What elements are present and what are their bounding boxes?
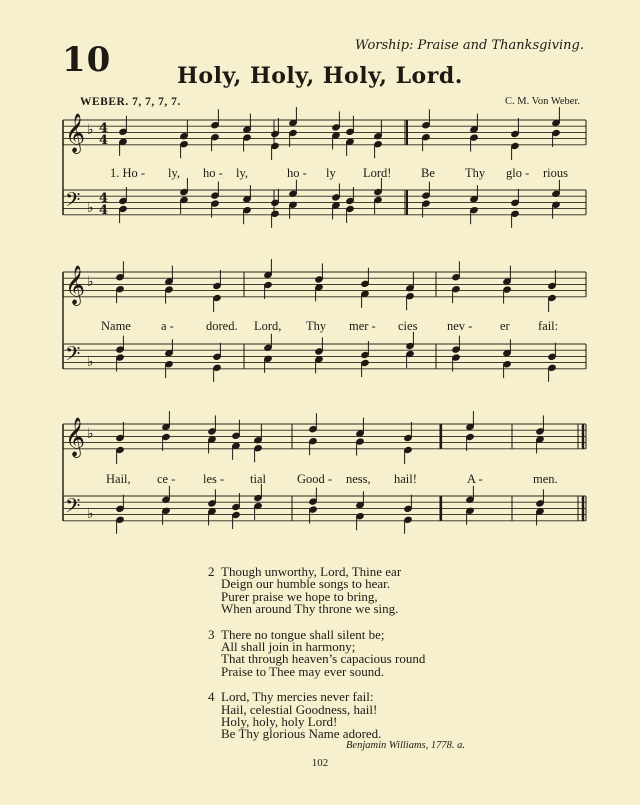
page-number: 102: [311, 757, 329, 769]
lyric: ly,: [236, 166, 249, 180]
lyric: les -: [203, 472, 225, 486]
lyric: 1. Ho -: [110, 166, 146, 180]
lyric: ho -: [287, 166, 307, 180]
stanza-line: Praise to Thee may ever sound.: [221, 663, 384, 679]
stanza-line: When around Thy throne we sing.: [221, 601, 399, 617]
notes: [116, 107, 561, 534]
stanza-line: Hail, celestial Goodness, hail!: [221, 701, 378, 717]
lyric: A -: [467, 472, 483, 486]
treble-clef-icon: 𝄞: [65, 113, 86, 153]
lyric: ly: [326, 166, 336, 180]
lyric: men.: [533, 472, 558, 486]
text-attribution: Benjamin Williams, 1778. a.: [346, 740, 465, 751]
category-heading: Worship: Praise and Thanksgiving.: [354, 38, 584, 53]
flat-icon: ♭: [87, 354, 94, 370]
flat-icon: ♭: [87, 426, 94, 442]
lyric: Thy: [465, 166, 486, 180]
flat-icon: ♭: [87, 122, 94, 138]
lyric: tial: [250, 472, 266, 486]
hymn-number: 10: [62, 40, 112, 80]
lyric: a -: [161, 319, 174, 333]
stanza-number: 3: [208, 626, 215, 642]
lyric: Lord!: [363, 166, 392, 180]
treble-clef-icon: 𝄞: [65, 417, 86, 457]
lyric: hail!: [394, 472, 417, 486]
flat-icon: ♭: [87, 506, 94, 522]
stanza-line: All shall join in harmony;: [221, 639, 356, 655]
lyric: ness,: [346, 472, 371, 486]
lyric: mer -: [349, 319, 376, 333]
lyric: dored.: [206, 319, 238, 333]
stanza-number: 4: [208, 689, 215, 705]
lyric: rious: [543, 166, 568, 180]
lyric: Name: [101, 319, 131, 333]
lyric: fail:: [538, 319, 559, 333]
stanza-3: [208, 626, 426, 679]
lyric: nev -: [447, 319, 473, 333]
lyric: ly,: [168, 166, 181, 180]
stanza-line: There no tongue shall silent be;: [221, 626, 385, 642]
lyric: ce -: [157, 472, 176, 486]
lyric: Be: [421, 166, 435, 180]
tune-name: WEBER. 7, 7, 7, 7.: [80, 96, 181, 108]
lyric: er: [500, 319, 510, 333]
time-signature: 4: [99, 133, 109, 148]
time-signature: 4: [99, 203, 109, 218]
stanza-line: Lord, Thy mercies never fail:: [221, 689, 374, 705]
bass-clef-icon: 𝄢: [65, 494, 81, 522]
lyric: Good -: [297, 472, 333, 486]
time-signature: 4: [99, 121, 109, 136]
additional-stanzas: [208, 566, 425, 754]
lyric: Hail,: [106, 472, 131, 486]
stanza-line: Holy, holy, holy Lord!: [221, 714, 338, 730]
stanza-line: Purer praise we hope to bring,: [221, 588, 378, 604]
bass-clef-icon: 𝄢: [65, 188, 81, 216]
clefs-and-keys: [65, 113, 108, 522]
treble-clef-icon: 𝄞: [65, 265, 86, 305]
stanza-line: Be Thy glorious Name adored.: [221, 726, 382, 742]
flat-icon: ♭: [87, 200, 94, 216]
stanza-4: [208, 691, 425, 741]
time-signature: 4: [99, 191, 109, 206]
flat-icon: ♭: [87, 274, 94, 290]
lyric: Thy: [306, 319, 327, 333]
bass-clef-icon: 𝄢: [65, 342, 81, 370]
stanza-number: 2: [208, 564, 215, 579]
lyric: Lord,: [254, 319, 282, 333]
stanza-line: That through heaven’s capacious round: [221, 651, 426, 667]
lyric: glo -: [506, 166, 530, 180]
lyric: ho -: [203, 166, 223, 180]
stanza-line: Though unworthy, Lord, Thine ear: [221, 564, 402, 579]
stanza-line: Deign our humble songs to hear.: [221, 576, 390, 592]
lyric: cies: [398, 319, 418, 333]
hymn-title: Holy, Holy, Holy, Lord.: [177, 63, 463, 89]
stanza-2: [208, 566, 425, 616]
composer: C. M. Von Weber.: [505, 96, 580, 107]
